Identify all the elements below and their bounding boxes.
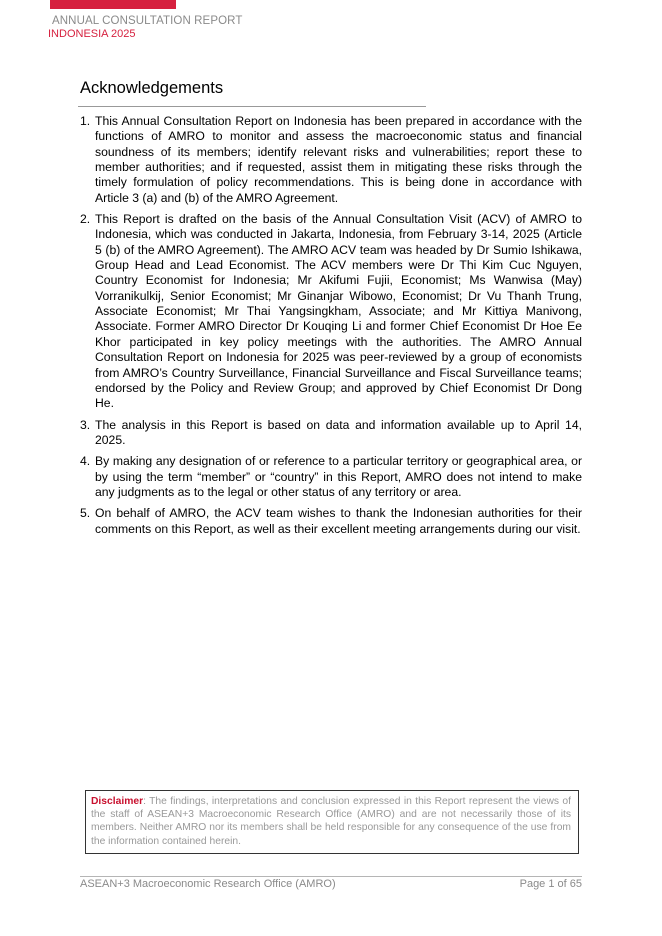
header-accent-bar: [50, 0, 176, 9]
paragraph-number: 4.: [80, 454, 91, 469]
disclaimer-label: Disclaimer: [91, 796, 144, 807]
paragraph-text: The analysis in this Report is based on data and information available up to April 14, 2025.: [95, 417, 582, 447]
paragraph-2: [80, 212, 582, 411]
paragraph-3: [80, 418, 582, 449]
disclaimer-text: The findings, interpretations and conclusion expressed in this Report represent the views of the staff of ASEAN+3 Macroeconomic Research Office (AMRO) and are not necessarily those of its members. Neither AMRO nor its members shall be held responsible for any consequence of the use from the information contained herein.: [91, 796, 571, 847]
paragraph-text: On behalf of AMRO, the ACV team wishes to thank the Indonesian authorities for their comments on this Report, as well as their excellent meeting arrangements during our visit.: [95, 506, 582, 536]
footer-divider: [80, 876, 582, 877]
paragraph-number: 1.: [80, 114, 91, 128]
acknowledgements-list: [80, 114, 582, 543]
disclaimer-separator: :: [143, 796, 146, 807]
paragraph-number: 3.: [80, 417, 91, 432]
paragraph-text: By making any designation of or reference to a particular territory or geographical area, or by using the term “member” or “country” in this Report, AMRO does not intend to make any judgments as to the legal or other status of any territory or area.: [95, 454, 582, 499]
page-title: Acknowledgements: [80, 79, 224, 97]
footer-organization: ASEAN+3 Macroeconomic Research Office (AMRO): [80, 878, 336, 890]
paragraph-4: [80, 454, 582, 500]
footer-page-number: Page 1 of 65: [519, 878, 582, 890]
title-divider: [78, 106, 426, 107]
report-country-year: INDONESIA 2025: [48, 28, 136, 40]
paragraph-number: 5.: [80, 506, 91, 521]
paragraph-text: This Report is drafted on the basis of the Annual Consultation Visit (ACV) of AMRO to Indonesia, which was conducted in Jakarta, Indonesia, from February 3-14, 2025 (Article 5 (b) of the AMRO Agreement). The AMRO ACV team was headed by Dr Sumio Ishikawa, Group Head and Lead Economist. The ACV members were Dr Thi Kim Cuc Nguyen, Country Economist for Indonesia; Mr Akifumi Fujii, Economist; Ms Wanwisa (May) Vorranikulkij, Senior Economist; Mr Ginanjar Wibowo, Economist; Dr Vu Thanh Trung, Associate Economist; Mr Thai Yangsingkham, Associate; and Mr Kittiya Manivong, Associate. Former AMRO Director Dr Kouqing Li and former Chief Economist Dr Hoe Ee Khor participated in key policy meetings with the authorities. The AMRO Annual Consultation Report on Indonesia for 2025 was peer-reviewed by a group of economists from AMRO’s Country Surveillance, Financial Surveillance and Fiscal Surveillance teams; endorsed by the Policy and Review Group; and approved by Chief Economist Dr Dong He.: [95, 212, 582, 411]
paragraph-1: [80, 114, 582, 206]
paragraph-number: 2.: [80, 212, 91, 227]
report-title: ANNUAL CONSULTATION REPORT: [52, 15, 243, 27]
paragraph-text: This Annual Consultation Report on Indonesia has been prepared in accordance with the functions of AMRO to monitor and assess the macroeconomic status and financial soundness of its members; identify relevant risks and vulnerabilities; report these to member authorities; and if requested, assist them in mitigating these risks through the timely formulation of policy recommendations. This is being done in accordance with Article 3 (a) and (b) of the AMRO Agreement.: [95, 114, 582, 205]
paragraph-5: [80, 506, 582, 537]
disclaimer-box: [85, 790, 579, 854]
